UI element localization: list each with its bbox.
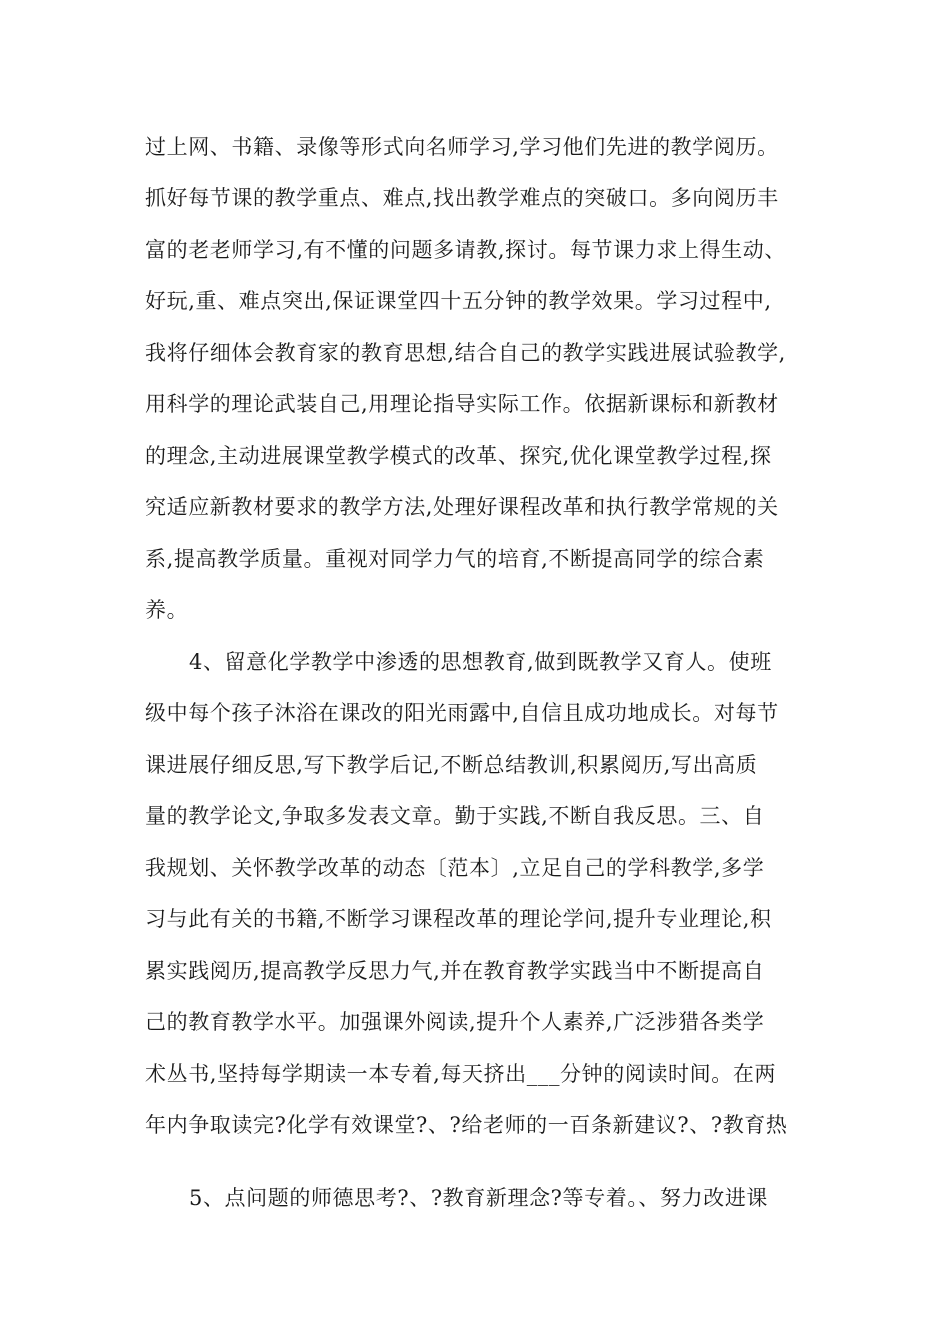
text-line: 养。 [145,598,189,622]
text-line: 系,提高教学质量。重视对同学力气的培育,不断提高同学的综合素 [145,547,765,571]
text-line: 用科学的理论武装自己,用理论指导实际工作。依据新课标和新教材 [145,392,779,416]
text-line: 年内争取读完?化学有效课堂?、?给老师的一百条新建议?、?教育热 [145,1113,788,1137]
text-line: 量的教学论文,争取多发表文章。勤于实践,不断自我反思。三、自 [145,804,765,828]
text-line: 术丛书,坚持每学期读一本专着,每天挤出___分钟的阅读时间。在两 [145,1062,777,1086]
text-line: 富的老老师学习,有不懂的问题多请教,探讨。每节课力求上得生动、 [145,238,786,262]
text-line: 究适应新教材要求的教学方法,处理好课程改革和执行教学常规的关 [145,495,779,519]
text-line: 我将仔细体会教育家的教育思想,结合自己的教学实践进展试验教学, [145,341,786,365]
text-line: 我规划、关怀教学改革的动态〔范本〕,立足自己的学科教学,多学 [145,856,765,880]
text-line: 过上网、书籍、录像等形式向名师学习,学习他们先进的教学阅历。 [145,135,779,159]
text-line: 课进展仔细反思,写下教学后记,不断总结教训,积累阅历,写出高质 [145,753,758,777]
text-line: 累实践阅历,提高教学反思力气,并在教育教学实践当中不断提高自 [145,959,765,983]
text-line: 的理念,主动进展课堂教学模式的改革、探究,优化课堂教学过程,探 [145,444,772,468]
paragraph-4-start: 4、留意化学教学中渗透的思想教育,做到既教学又育人。使班 [189,650,772,674]
paragraph-5-start: 5、点问题的师德思考?、?教育新理念?等专着。、努力改进课 [189,1186,769,1210]
text-line: 己的教育教学水平。加强课外阅读,提升个人素养,广泛涉猎各类学 [145,1010,765,1034]
text-line: 习与此有关的书籍,不断学习课程改革的理论学问,提升专业理论,积 [145,907,772,931]
text-line: 抓好每节课的教学重点、难点,找出教学难点的突破口。多向阅历丰 [145,186,779,210]
text-line: 级中每个孩子沐浴在课改的阳光雨露中,自信且成功地成长。对每节 [145,701,779,725]
text-line: 好玩,重、难点突出,保证课堂四十五分钟的教学效果。学习过程中, [145,289,772,313]
